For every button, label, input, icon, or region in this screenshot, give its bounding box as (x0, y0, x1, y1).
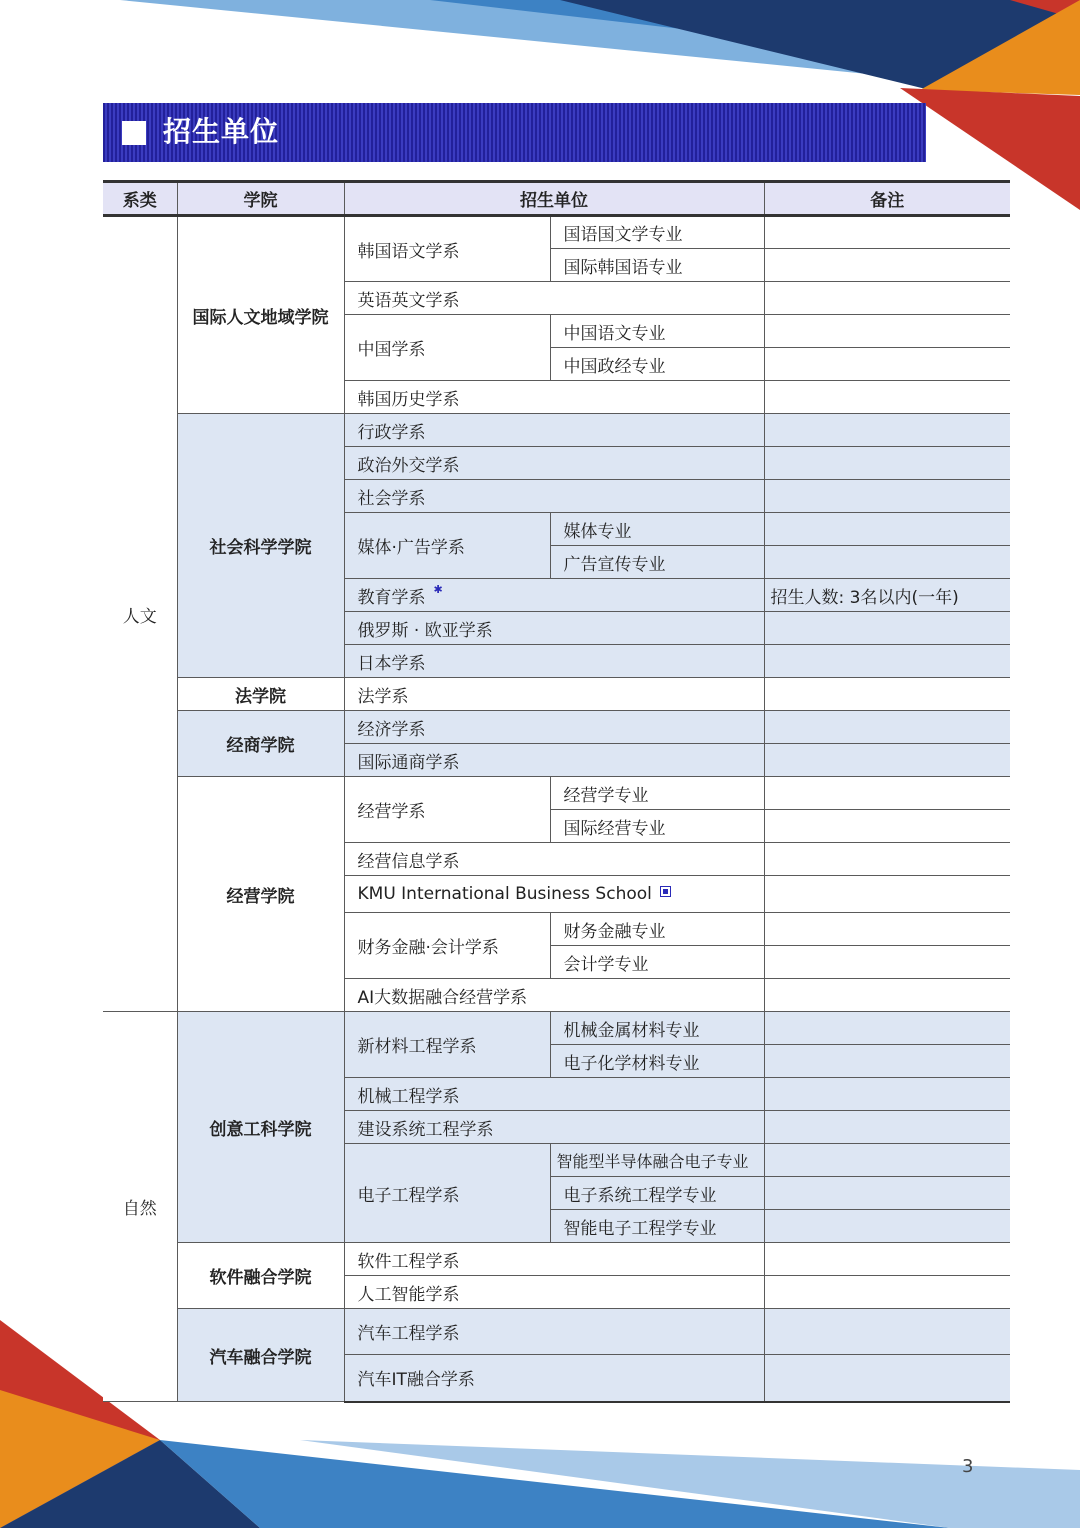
dept-mechanical: 机械工程学系 (344, 1078, 764, 1111)
major-esys: 电子系统工程学专业 (550, 1177, 764, 1210)
note-cell (764, 1144, 1010, 1177)
header-college: 学院 (177, 182, 344, 216)
category-humanities: 人文 (103, 216, 177, 1012)
note-cell (764, 381, 1010, 414)
note-cell (764, 876, 1010, 913)
dept-russia: 俄罗斯 · 欧亚学系 (344, 612, 764, 645)
major-smart: 智能电子工程学专业 (550, 1210, 764, 1243)
table-row (103, 711, 1010, 744)
major-semi: 智能型半导体融合电子专业 (550, 1144, 764, 1177)
college-auto: 汽车融合学院 (177, 1309, 344, 1402)
dept-kmu: KMU International Business School (357, 884, 652, 904)
header-unit: 招生单位 (344, 182, 764, 216)
note-cell (764, 414, 1010, 447)
table-row (103, 216, 1010, 249)
note-cell (764, 678, 1010, 711)
table-row (103, 1309, 1010, 1355)
dept-china: 中国学系 (344, 315, 550, 381)
college-software: 软件融合学院 (177, 1243, 344, 1309)
dept-economics: 经济学系 (344, 711, 764, 744)
table-row (103, 414, 1010, 447)
note-cell (764, 249, 1010, 282)
note-cell (764, 777, 1010, 810)
major-intl-business: 国际经营专业 (550, 810, 764, 843)
note-cell (764, 744, 1010, 777)
note-cell (764, 979, 1010, 1012)
admission-table (103, 180, 1010, 1403)
page-number: 3 (962, 1456, 974, 1477)
note-cell (764, 1210, 1010, 1243)
dept-law: 法学系 (344, 678, 764, 711)
note-cell (764, 645, 1010, 678)
dept-sociology: 社会学系 (344, 480, 764, 513)
dept-auto-it: 汽车IT融合学系 (344, 1355, 764, 1402)
note-cell (764, 843, 1010, 876)
major-ad: 广告宣传专业 (550, 546, 764, 579)
note-cell (764, 1276, 1010, 1309)
header-row (103, 182, 1010, 216)
note-cell (764, 348, 1010, 381)
major-accounting: 会计学专业 (550, 946, 764, 979)
table-row (103, 1243, 1010, 1276)
dept-materials: 新材料工程学系 (344, 1012, 550, 1078)
dept-business: 经营学系 (344, 777, 550, 843)
dept-politics: 政治外交学系 (344, 447, 764, 480)
category-nature: 自然 (103, 1012, 177, 1402)
star-marker-icon: ✱ (433, 582, 443, 596)
note-cell (764, 1243, 1010, 1276)
square-marker-icon (660, 886, 671, 897)
note-cell (764, 282, 1010, 315)
dept-electronic: 电子工程学系 (344, 1144, 550, 1243)
note-cell (764, 216, 1010, 249)
major-business: 经营学专业 (550, 777, 764, 810)
note-cell (764, 447, 1010, 480)
major-intl-korean: 国际韩国语专业 (550, 249, 764, 282)
dept-ai-bigdata: AI大数据融合经营学系 (344, 979, 764, 1012)
college-intl: 国际人文地域学院 (177, 216, 344, 414)
college-social: 社会科学学院 (177, 414, 344, 678)
dept-construction: 建设系统工程学系 (344, 1111, 764, 1144)
dept-japan: 日本学系 (344, 645, 764, 678)
major-chem: 电子化学材料专业 (550, 1045, 764, 1078)
dept-english: 英语英文学系 (344, 282, 764, 315)
table-row (103, 678, 1010, 711)
major-korean-lit: 国语国文学专业 (550, 216, 764, 249)
note-cell (764, 1309, 1010, 1355)
major-finance: 财务金融专业 (550, 913, 764, 946)
note-cell (764, 480, 1010, 513)
dept-admin: 行政学系 (344, 414, 764, 447)
note-education: 招生人数: 3名以内(一年) (764, 579, 1010, 612)
note-cell (764, 315, 1010, 348)
dept-ai: 人工智能学系 (344, 1276, 764, 1309)
dept-software-eng: 软件工程学系 (344, 1243, 764, 1276)
major-chinese-pol: 中国政经专业 (550, 348, 764, 381)
note-cell (764, 612, 1010, 645)
college-creative: 创意工科学院 (177, 1012, 344, 1243)
note-cell (764, 1045, 1010, 1078)
header-note: 备注 (764, 182, 1010, 216)
dept-media: 媒体·广告学系 (344, 513, 550, 579)
college-econ: 经商学院 (177, 711, 344, 777)
dept-education-cell (344, 579, 764, 612)
note-cell (764, 546, 1010, 579)
note-cell (764, 513, 1010, 546)
dept-korean-hist: 韩国历史学系 (344, 381, 764, 414)
note-cell (764, 1177, 1010, 1210)
major-metal: 机械金属材料专业 (550, 1012, 764, 1045)
dept-kmu-cell (344, 876, 764, 913)
college-law: 法学院 (177, 678, 344, 711)
dept-education: 教育学系 (357, 587, 426, 608)
college-mgmt: 经营学院 (177, 777, 344, 1012)
title-banner (103, 103, 926, 162)
major-chinese-lit: 中国语文专业 (550, 315, 764, 348)
note-cell (764, 1355, 1010, 1402)
note-cell (764, 946, 1010, 979)
major-media: 媒体专业 (550, 513, 764, 546)
dept-auto-eng: 汽车工程学系 (344, 1309, 764, 1355)
dept-trade: 国际通商学系 (344, 744, 764, 777)
note-cell (764, 913, 1010, 946)
dept-finance: 财务金融·会计学系 (344, 913, 550, 979)
note-cell (764, 1078, 1010, 1111)
square-bullet-icon (122, 121, 146, 145)
dept-mis: 经营信息学系 (344, 843, 764, 876)
note-cell (764, 1111, 1010, 1144)
note-cell (764, 1012, 1010, 1045)
table-row (103, 777, 1010, 810)
header-category: 系类 (103, 182, 177, 216)
dept-korean-lit: 韩国语文学系 (344, 216, 550, 282)
note-cell (764, 810, 1010, 843)
note-cell (764, 711, 1010, 744)
page-title: 招生单位 (163, 115, 280, 148)
table-row (103, 1012, 1010, 1045)
